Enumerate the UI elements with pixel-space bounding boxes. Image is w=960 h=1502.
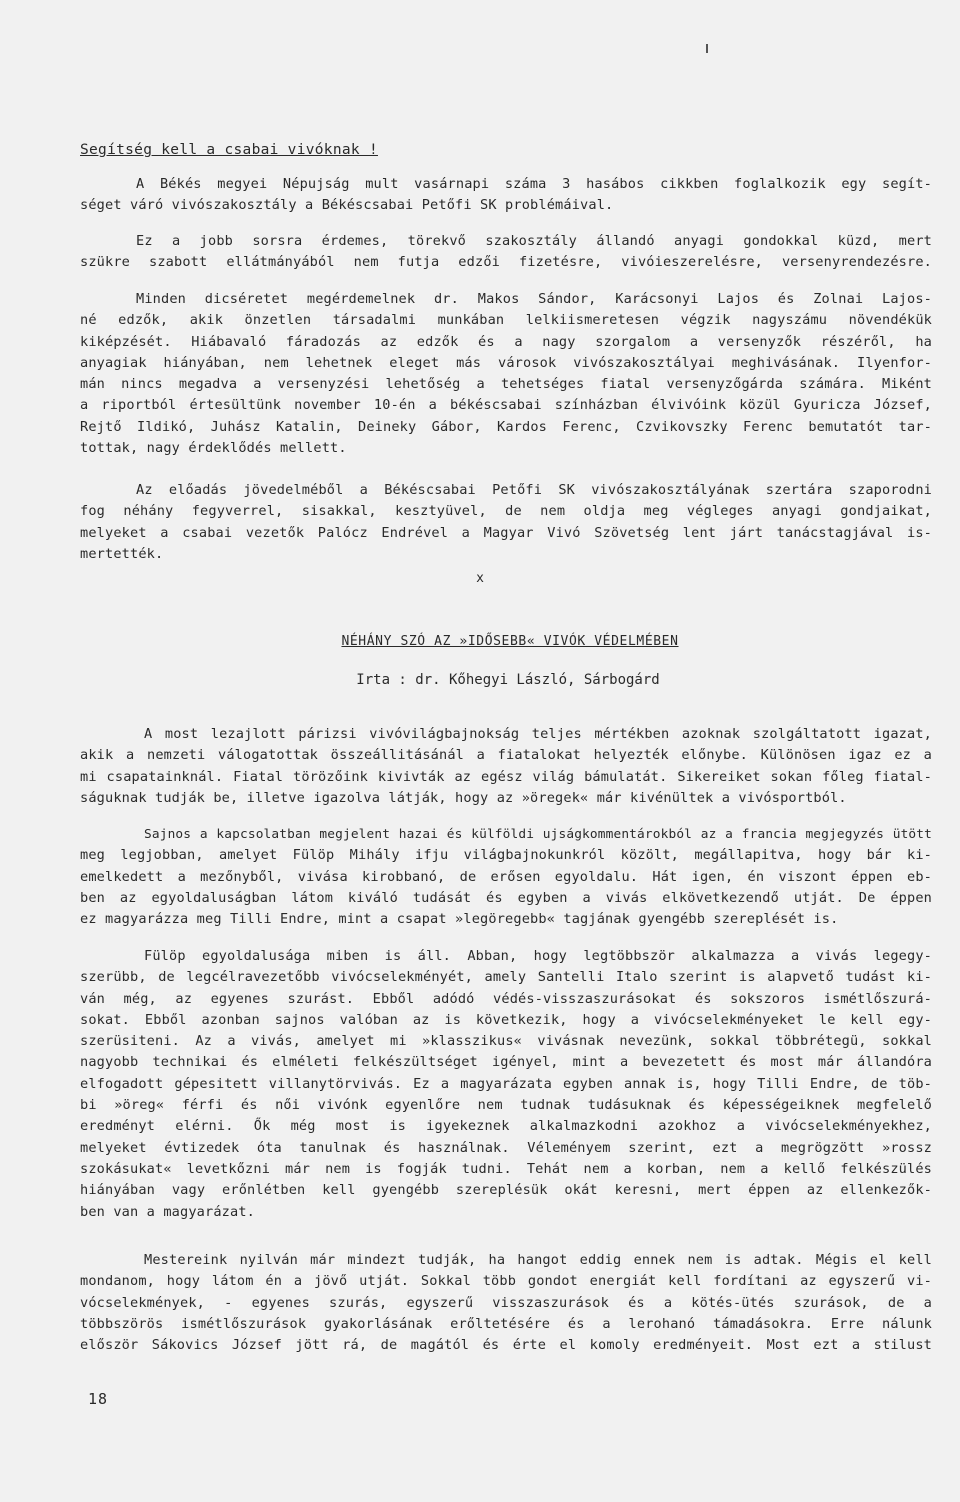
article1-paragraph-1: A Békés megyei Népujság mult vasárnapi száma 3 hasábos cikkben foglalkozik egy segít- séget váró vivószakosztály a Békéscsabai Petőfi SK problémáival. bbox=[80, 176, 932, 214]
article2-paragraph-1: A most lezajlott párizsi vivóvilágbajnokság teljes mértékben azoknak szolgáltatott igazat, akik a nemzeti válogatottak összeállitásánál a fiatalokat helyezték előnybe. Különösen igaz ez a mi csapatainknál. Fiatal törözőink kivivták az egész világ bámulatát. Sikereiket sokan főleg fiatal- ságuknak tudják be, illetve igazolva látják, hogy az »öregek« már kivénültek a vivósportból. bbox=[80, 726, 932, 806]
article2-paragraph-3: Fülöp egyoldalusága miben is áll. Abban, hogy legtöbbször alkalmazza a vivás legegy- szerübb, de legcélravezetőbb vivócselekményét, amely Santelli Italo szerint is alapvető tudást ki- ván még, az egyenes szurást. Ebből adódó védés-visszaszurásokat és sokszoros ismétlőszurá- sokat. Ebből azonban sajnos valóban az is következik, hogy a vivócselekményeket le kell egy- szerüsiteni. Az a vivás, amelyet mi »klasszikus« vivásnak nevezünk, sokkal többrétegü, sokkal nagyobb technikai és elméleti felkészültséget igényel, mint a bevezetett és most már állandóra elfogadott gépesitett villanytörvivás. Ez a magyarázata egyben annak is, hogy Tilli Endre, de töb- bi »öreg« férfi és női vivónk egyenlőre nem tudnak tudásuknak és képességeiknek megfelelő eredményt elérni. Ők még most is igyekeznek alkalmazkodni azokhoz a vivócselekményekhez, melyeket évtizedek óta tanulnak és használnak. Véleményem szerint, ezt a megrögzött »rossz szokásukat« levetkőzni már nem is fogják tudni. Tehát nem a korban, nem a kellő felkészülés hiányában vagy erőnlétben kell gyengébb szereplésük okát keresni, mert éppen az ellenkezők- ben van a magyarázat. bbox=[80, 948, 932, 1220]
article1-paragraph-4: Az előadás jövedelméből a Békéscsabai Petőfi SK vivószakosztályának szertára szaporodni fog néhány fegyverrel, sisakkal, kesztyüvel, de nem oldja meg végleges anyagi gondjaikat, melyeket a csabai vezetők Palócz Endrével a Magyar Vivó Szövetség lent járt tanácstagjával is- mertették. bbox=[80, 482, 932, 562]
article2-paragraph-4: Mestereink nyilván már mindezt tudják, ha hangot eddig ennek nem is adtak. Mégis el kell mondanom, hogy látom én a jövő utját. Sokkal több gondot energiát kell fordítani az egyszerű vi- vócselekmények, - egyenes szurás, egyszerű visszaszurások és a kötés-ütés szurások, de a többszörös ismétlőszurások gyakorlásának erőltetésére és a lerohanó támadásokra. Erre nálunk először Sákovics József jött rá, de magától és érte el komoly eredményeit. Most ezt a stilust bbox=[80, 1252, 932, 1354]
article-title-segitseg: Segítség kell a csabai vivóknak ! bbox=[80, 142, 378, 158]
margin-mark bbox=[706, 44, 708, 53]
section-separator: x bbox=[476, 571, 484, 586]
author-byline: Irta : dr. Kőhegyi László, Sárbogárd bbox=[356, 672, 660, 688]
article-title-idosebb-vivok: NÉHÁNY SZÓ AZ »IDŐSEBB« VIVÓK VÉDELMÉBEN bbox=[341, 634, 679, 649]
article2-paragraph-2: Sajnos a kapcsolatban megjelent hazai és külföldi ujságkommentárokból az a francia megjegyzés ütött meg legjobban, amelyet Fülöp Mihály ifju világbajnokunkról közölt, megállapitva, hogy bár ki- emelkedett a mezőnyből, vivása kirobbanó, de erősen egyoldalu. Hát igen, én viszont éppen eb- ben az egyoldaluságban látom kiváló tudását és egyben a vivás elkövetkezendő utját. De éppen ez magyarázza meg Tilli Endre, mint a csapat »legöregebb« tagjának gyengébb szereplését is. bbox=[80, 827, 932, 928]
article1-paragraph-2: Ez a jobb sorsra érdemes, törekvő szakosztály állandó anyagi gondokkal küzd, mert szükre szabott ellátmányából nem futja edzői fizetésre, vivóieszerelésre, versenyrendezésre. bbox=[80, 233, 932, 271]
page-number: 18 bbox=[88, 1390, 109, 1408]
article1-paragraph-3: Minden dicséretet megérdemelnek dr. Makos Sándor, Karácsonyi Lajos és Zolnai Lajos- né edzők, akik önzetlen társadalmi munkában lelkiismeretesen végzik nagyszámu növendékük kiképzését. Hiábavaló fáradozás az edzők és a nagy szorgalom a versenyzők részéről, ha anyagiak hiányában, nem lehetnek eleget más városok vivószakosztályai meghivásának. Ilyenfor- mán nincs megadva a versenyzési lehetőség a tehetséges fiatal versenyzőgárda számára. Miként a riportból értesültünk november 10-én a békéscsabai színházban élvivóink közül Gyuricza József, Rejtő Ildikó, Juhász Katalin, Deineky Gábor, Kardos Ferenc, Czvikovszky Ferenc bemutatót tar- tottak, nagy érdeklődés mellett. bbox=[80, 291, 932, 457]
